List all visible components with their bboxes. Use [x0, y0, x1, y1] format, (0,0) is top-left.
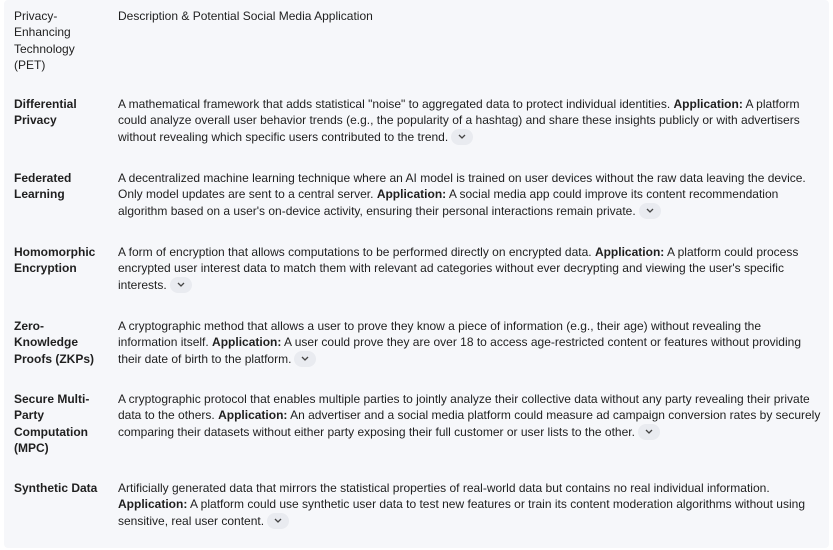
tech-name: Differential Privacy	[14, 97, 77, 128]
tech-name: Secure Multi-Party Computation (MPC)	[14, 392, 90, 456]
header-description: Description & Potential Social Media Application	[118, 9, 373, 23]
application-text: A social media app could improve its content recommendation algorithm based on a user's on-device activity, ensuring their personal interactions remain private.	[118, 187, 779, 218]
application-text: A platform could use synthetic user data to test new features or train its content moderation algorithms without using sensitive, real user content.	[118, 497, 805, 528]
application-text: A platform could process encrypted user interest data to match them with relevant ad categories without ever decrypting and viewing the user's specific interests.	[118, 245, 799, 292]
application-label: Application:	[594, 245, 665, 259]
description-text: A cryptographic protocol that enables multiple parties to jointly analyze their collective data without any party revealing their private data to the others.	[118, 392, 810, 423]
tech-description	[118, 96, 822, 146]
tech-description	[118, 391, 822, 441]
description-text: A cryptographic method that allows a user to prove they know a piece of information (e.g., their age) without revealing the information itself.	[118, 319, 762, 350]
tech-name: Homomorphic Encryption	[14, 245, 96, 276]
application-label: Application:	[212, 335, 282, 350]
pet-table	[4, 0, 829, 548]
header-technology: Privacy-Enhancing Technology (PET)	[14, 9, 75, 73]
application-label: Application:	[376, 187, 447, 202]
application-label: Application:	[118, 497, 188, 512]
chevron-down-icon	[177, 282, 185, 288]
expand-citation-button[interactable]	[170, 277, 192, 293]
application-text: A platform could analyze overall user behavior trends (e.g., the popularity of a hashtag) and share these insights publicly or with advertisers without revealing which specific users contributed to the trend.	[118, 97, 800, 144]
tech-description	[118, 170, 822, 220]
expand-citation-button[interactable]	[638, 424, 660, 440]
application-label: Application:	[673, 97, 743, 111]
chevron-down-icon	[646, 208, 654, 214]
chevron-down-icon	[274, 518, 282, 524]
description-text: Artificially generated data that mirrors the statistical properties of real-world data but contains no real individual information.	[118, 481, 770, 495]
tech-name: Zero-Knowledge Proofs (ZKPs)	[14, 319, 95, 366]
application-text: A user could prove they are over 18 to access age-restricted content or features without providing their date of birth to the platform.	[118, 335, 801, 366]
chevron-down-icon	[301, 356, 309, 362]
application-label: Application:	[218, 408, 288, 423]
tech-description	[118, 480, 822, 530]
tech-description	[118, 244, 822, 294]
tech-name: Synthetic Data	[14, 481, 98, 495]
chevron-down-icon	[645, 429, 653, 435]
description-text: A mathematical framework that adds statistical "noise" to aggregated data to protect individual identities.	[118, 97, 671, 111]
description-text: A form of encryption that allows computations to be performed directly on encrypted data.	[118, 245, 592, 259]
expand-citation-button[interactable]	[451, 129, 473, 145]
application-text: An advertiser and a social media platform could measure ad campaign conversion rates by securely comparing their datasets without either party exposing their full customer or user lists to the other.	[118, 408, 821, 439]
tech-name: Federated Learning	[14, 171, 72, 202]
expand-citation-button[interactable]	[639, 203, 661, 219]
tech-description	[118, 318, 822, 368]
description-text: A decentralized machine learning technique where an AI model is trained on user devices without the raw data leaving the device. Only model updates are sent to a central server.	[118, 171, 806, 202]
expand-citation-button[interactable]	[294, 351, 316, 367]
chevron-down-icon	[458, 134, 466, 140]
expand-citation-button[interactable]	[267, 513, 289, 529]
